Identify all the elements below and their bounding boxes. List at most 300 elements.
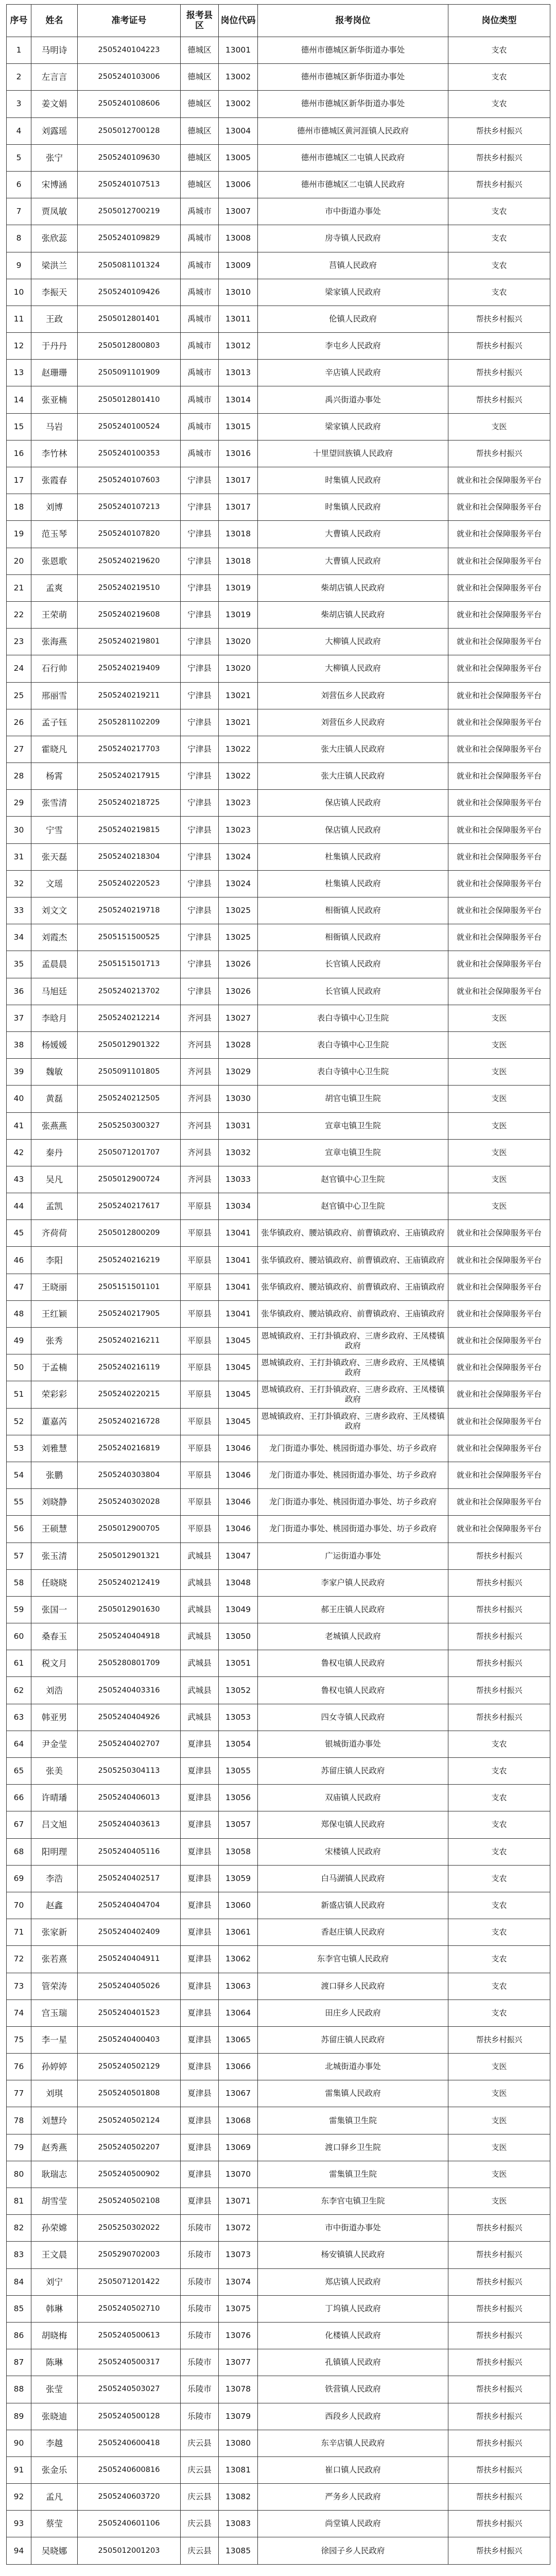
cell-code: 13059 xyxy=(219,1865,258,1892)
cell-code: 13077 xyxy=(219,2349,258,2376)
cell-index: 68 xyxy=(7,1838,31,1865)
cell-index: 57 xyxy=(7,1543,31,1569)
cell-type: 支医 xyxy=(448,2080,550,2107)
cell-type: 就业和社会保障服务平台 xyxy=(448,817,550,843)
cell-county: 平原县 xyxy=(181,1354,219,1381)
cell-name: 宁雪 xyxy=(31,817,78,843)
cell-type: 帮扶乡村振兴 xyxy=(448,2537,550,2564)
cell-code: 13062 xyxy=(219,1946,258,1973)
cell-index: 86 xyxy=(7,2322,31,2349)
cell-name: 范玉琴 xyxy=(31,521,78,548)
cell-position: 北城街道办事处 xyxy=(258,2054,448,2080)
table-row xyxy=(7,2484,550,2511)
cell-code: 13048 xyxy=(219,1569,258,1596)
cell-name: 刘文文 xyxy=(31,897,78,924)
cell-index: 1 xyxy=(7,37,31,64)
cell-code: 13009 xyxy=(219,252,258,279)
cell-index: 50 xyxy=(7,1354,31,1381)
cell-county: 宁津县 xyxy=(181,574,219,601)
cell-type: 帮扶乡村振兴 xyxy=(448,333,550,360)
cell-position: 张华镇政府、腰站镇政府、前曹镇政府、王庙镇政府 xyxy=(258,1274,448,1300)
cell-code: 13045 xyxy=(219,1354,258,1381)
cell-position: 柴胡店镇人民政府 xyxy=(258,574,448,601)
cell-index: 10 xyxy=(7,279,31,306)
cell-position: 赵官镇中心卫生院 xyxy=(258,1193,448,1220)
table-row xyxy=(7,1946,550,1973)
cell-county: 宁津县 xyxy=(181,467,219,494)
cell-code: 13001 xyxy=(219,37,258,64)
table-row xyxy=(7,1086,550,1112)
cell-index: 46 xyxy=(7,1247,31,1274)
cell-code: 13068 xyxy=(219,2107,258,2134)
cell-county: 德城区 xyxy=(181,64,219,91)
cell-index: 8 xyxy=(7,225,31,252)
cell-index: 83 xyxy=(7,2242,31,2268)
cell-position: 苏留庄镇人民政府 xyxy=(258,2026,448,2053)
cell-type: 帮扶乡村振兴 xyxy=(448,360,550,386)
cell-type: 就业和社会保障服务平台 xyxy=(448,1300,550,1327)
cell-position: 白马湖镇人民政府 xyxy=(258,1865,448,1892)
cell-code: 13079 xyxy=(219,2403,258,2430)
cell-position: 新盛店镇人民政府 xyxy=(258,1892,448,1919)
cell-type: 支医 xyxy=(448,2134,550,2161)
table-row xyxy=(7,2403,550,2430)
cell-code: 13046 xyxy=(219,1462,258,1488)
cell-name: 韩亚男 xyxy=(31,1704,78,1731)
cell-code: 13031 xyxy=(219,1112,258,1139)
cell-county: 禹城市 xyxy=(181,360,219,386)
cell-position: 东李官屯镇卫生院 xyxy=(258,2188,448,2215)
cell-name: 刘晓静 xyxy=(31,1489,78,1516)
cell-index: 48 xyxy=(7,1300,31,1327)
table-row xyxy=(7,1274,550,1300)
cell-name: 文瑶 xyxy=(31,870,78,897)
cell-county: 武城县 xyxy=(181,1543,219,1569)
cell-name: 吴晓娜 xyxy=(31,2537,78,2564)
cell-name: 齐荷荷 xyxy=(31,1220,78,1247)
cell-index: 29 xyxy=(7,790,31,817)
table-row xyxy=(7,2322,550,2349)
table-row xyxy=(7,924,550,951)
cell-county: 夏津县 xyxy=(181,1973,219,1999)
cell-position: 东李官屯镇人民政府 xyxy=(258,1946,448,1973)
cell-county: 庆云县 xyxy=(181,2456,219,2483)
table-row xyxy=(7,2107,550,2134)
cell-index: 67 xyxy=(7,1811,31,1838)
cell-county: 庆云县 xyxy=(181,2430,219,2456)
table-row xyxy=(7,1704,550,1731)
table-row xyxy=(7,1435,550,1462)
table-row xyxy=(7,360,550,386)
cell-ticket: 2505240220523 xyxy=(78,870,181,897)
cell-position: 恩城镇政府、王打卦镇政府、三唐乡政府、王凤楼镇政府 xyxy=(258,1354,448,1381)
cell-ticket: 2505240107213 xyxy=(78,494,181,521)
cell-ticket: 2505240405026 xyxy=(78,1973,181,1999)
cell-ticket: 2505240212214 xyxy=(78,1005,181,1031)
cell-position: 相衙镇人民政府 xyxy=(258,924,448,951)
cell-index: 18 xyxy=(7,494,31,521)
cell-position: 双庙镇人民政府 xyxy=(258,1785,448,1811)
cell-code: 13016 xyxy=(219,440,258,467)
cell-code: 13041 xyxy=(219,1300,258,1327)
cell-code: 13046 xyxy=(219,1489,258,1516)
cell-code: 13032 xyxy=(219,1139,258,1166)
cell-position: 张华镇政府、腰站镇政府、前曹镇政府、王庙镇政府 xyxy=(258,1300,448,1327)
cell-index: 60 xyxy=(7,1623,31,1650)
cell-name: 孟凡 xyxy=(31,2484,78,2511)
cell-county: 平原县 xyxy=(181,1381,219,1408)
cell-position: 德州市德城区二屯镇人民政府 xyxy=(258,171,448,198)
table-row xyxy=(7,1139,550,1166)
cell-code: 13004 xyxy=(219,117,258,144)
cell-code: 13063 xyxy=(219,1973,258,1999)
cell-position: 张大庄镇人民政府 xyxy=(258,736,448,762)
cell-type: 帮扶乡村振兴 xyxy=(448,1677,550,1704)
cell-position: 长官镇人民政府 xyxy=(258,951,448,978)
cell-county: 庆云县 xyxy=(181,2484,219,2511)
cell-ticket: 2505240220215 xyxy=(78,1381,181,1408)
table-row xyxy=(7,1516,550,1543)
table-row xyxy=(7,2134,550,2161)
cell-type: 就业和社会保障服务平台 xyxy=(448,1220,550,1247)
cell-code: 13081 xyxy=(219,2456,258,2483)
cell-name: 邢丽雪 xyxy=(31,682,78,709)
cell-name: 刘琪 xyxy=(31,2080,78,2107)
cell-code: 13011 xyxy=(219,306,258,332)
cell-type: 支农 xyxy=(448,198,550,225)
cell-position: 德州市德城区新华街道办事处 xyxy=(258,37,448,64)
cell-type: 就业和社会保障服务平台 xyxy=(448,548,550,574)
cell-position: 表白寺镇中心卫生院 xyxy=(258,1059,448,1086)
cell-index: 59 xyxy=(7,1596,31,1623)
header-position: 报考岗位 xyxy=(258,5,448,37)
cell-index: 19 xyxy=(7,521,31,548)
cell-type: 就业和社会保障服务平台 xyxy=(448,574,550,601)
cell-type: 就业和社会保障服务平台 xyxy=(448,629,550,655)
table-row xyxy=(7,1892,550,1919)
cell-ticket: 2505250302022 xyxy=(78,2215,181,2242)
cell-type: 就业和社会保障服务平台 xyxy=(448,601,550,628)
cell-code: 13002 xyxy=(219,91,258,117)
cell-type: 支医 xyxy=(448,1059,550,1086)
cell-code: 13055 xyxy=(219,1758,258,1785)
table-row xyxy=(7,1758,550,1785)
cell-name: 于丹丹 xyxy=(31,333,78,360)
cell-type: 就业和社会保障服务平台 xyxy=(448,790,550,817)
cell-ticket: 2505240109426 xyxy=(78,279,181,306)
cell-index: 3 xyxy=(7,91,31,117)
cell-position: 相衙镇人民政府 xyxy=(258,897,448,924)
cell-index: 5 xyxy=(7,144,31,171)
cell-ticket: 2505240100353 xyxy=(78,440,181,467)
cell-county: 武城县 xyxy=(181,1650,219,1677)
cell-code: 13085 xyxy=(219,2537,258,2564)
cell-ticket: 2505240502124 xyxy=(78,2107,181,2134)
cell-code: 13017 xyxy=(219,494,258,521)
cell-index: 16 xyxy=(7,440,31,467)
cell-county: 禹城市 xyxy=(181,225,219,252)
cell-index: 51 xyxy=(7,1381,31,1408)
cell-name: 左言言 xyxy=(31,64,78,91)
cell-county: 平原县 xyxy=(181,1489,219,1516)
cell-ticket: 2505250304113 xyxy=(78,1758,181,1785)
cell-position: 东辛店镇人民政府 xyxy=(258,2430,448,2456)
cell-ticket: 2505240404918 xyxy=(78,1623,181,1650)
cell-position: 时集镇人民政府 xyxy=(258,494,448,521)
cell-code: 13014 xyxy=(219,386,258,413)
cell-type: 支农 xyxy=(448,1758,550,1785)
cell-county: 禹城市 xyxy=(181,252,219,279)
cell-code: 13017 xyxy=(219,467,258,494)
cell-position: 宣章屯镇卫生院 xyxy=(258,1139,448,1166)
cell-position: 张大庄镇人民政府 xyxy=(258,763,448,790)
cell-position: 德州市德城区新华街道办事处 xyxy=(258,91,448,117)
cell-type: 帮扶乡村振兴 xyxy=(448,1623,550,1650)
table-row xyxy=(7,1785,550,1811)
cell-type: 支医 xyxy=(448,2188,550,2215)
cell-index: 2 xyxy=(7,64,31,91)
table-row xyxy=(7,279,550,306)
cell-position: 香赵庄镇人民政府 xyxy=(258,1919,448,1946)
cell-index: 43 xyxy=(7,1166,31,1193)
cell-position: 鲁权屯镇人民政府 xyxy=(258,1677,448,1704)
cell-type: 帮扶乡村振兴 xyxy=(448,2403,550,2430)
cell-type: 支农 xyxy=(448,252,550,279)
cell-type: 帮扶乡村振兴 xyxy=(448,1543,550,1569)
cell-county: 乐陵市 xyxy=(181,2242,219,2268)
cell-county: 德城区 xyxy=(181,117,219,144)
cell-position: 大柳镇人民政府 xyxy=(258,629,448,655)
cell-type: 支农 xyxy=(448,1785,550,1811)
cell-index: 26 xyxy=(7,709,31,736)
cell-position: 银城街道办事处 xyxy=(258,1731,448,1757)
cell-position: 龙门街道办事处、桃园街道办事处、坊子乡政府 xyxy=(258,1516,448,1543)
cell-name: 赵珊珊 xyxy=(31,360,78,386)
cell-type: 支医 xyxy=(448,1193,550,1220)
cell-county: 武城县 xyxy=(181,1704,219,1731)
table-row xyxy=(7,1596,550,1623)
cell-type: 支农 xyxy=(448,1973,550,1999)
cell-county: 平原县 xyxy=(181,1408,219,1435)
cell-county: 禹城市 xyxy=(181,333,219,360)
cell-county: 夏津县 xyxy=(181,1785,219,1811)
cell-name: 吕文旭 xyxy=(31,1811,78,1838)
cell-position: 孔镇镇人民政府 xyxy=(258,2349,448,2376)
cell-type: 就业和社会保障服务平台 xyxy=(448,709,550,736)
cell-county: 宁津县 xyxy=(181,709,219,736)
cell-position: 恩城镇政府、王打卦镇政府、三唐乡政府、王凤楼镇政府 xyxy=(258,1381,448,1408)
cell-name: 霍晓凡 xyxy=(31,736,78,762)
cell-type: 支农 xyxy=(448,1811,550,1838)
table-row xyxy=(7,1328,550,1354)
cell-type: 就业和社会保障服务平台 xyxy=(448,1328,550,1354)
cell-county: 德城区 xyxy=(181,171,219,198)
cell-name: 李一星 xyxy=(31,2026,78,2053)
cell-name: 孟子钰 xyxy=(31,709,78,736)
cell-code: 13057 xyxy=(219,1811,258,1838)
cell-name: 管荣涛 xyxy=(31,1973,78,1999)
cell-county: 夏津县 xyxy=(181,2080,219,2107)
table-row xyxy=(7,978,550,1005)
cell-index: 65 xyxy=(7,1758,31,1785)
cell-name: 杨霄 xyxy=(31,763,78,790)
cell-code: 13066 xyxy=(219,2054,258,2080)
table-row xyxy=(7,1166,550,1193)
cell-type: 帮扶乡村振兴 xyxy=(448,144,550,171)
cell-type: 支农 xyxy=(448,1838,550,1865)
cell-index: 21 xyxy=(7,574,31,601)
cell-name: 张海燕 xyxy=(31,629,78,655)
cell-county: 禹城市 xyxy=(181,386,219,413)
cell-ticket: 2505240217703 xyxy=(78,736,181,762)
cell-name: 于孟楠 xyxy=(31,1354,78,1381)
cell-type: 就业和社会保障服务平台 xyxy=(448,978,550,1005)
cell-county: 平原县 xyxy=(181,1516,219,1543)
cell-index: 39 xyxy=(7,1059,31,1086)
cell-index: 45 xyxy=(7,1220,31,1247)
cell-index: 66 xyxy=(7,1785,31,1811)
cell-ticket: 2505012700128 xyxy=(78,117,181,144)
cell-index: 80 xyxy=(7,2161,31,2188)
cell-type: 支医 xyxy=(448,2054,550,2080)
cell-code: 13067 xyxy=(219,2080,258,2107)
cell-position: 时集镇人民政府 xyxy=(258,467,448,494)
table-row xyxy=(7,951,550,978)
cell-index: 63 xyxy=(7,1704,31,1731)
cell-type: 帮扶乡村振兴 xyxy=(448,2215,550,2242)
cell-code: 13023 xyxy=(219,817,258,843)
cell-ticket: 2505240107603 xyxy=(78,467,181,494)
cell-code: 13041 xyxy=(219,1274,258,1300)
cell-position: 杜集镇人民政府 xyxy=(258,843,448,870)
table-row xyxy=(7,1489,550,1516)
table-row xyxy=(7,494,550,521)
cell-ticket: 2505240500128 xyxy=(78,2403,181,2430)
cell-ticket: 2505240502129 xyxy=(78,2054,181,2080)
cell-name: 尹金莹 xyxy=(31,1731,78,1757)
cell-code: 13007 xyxy=(219,198,258,225)
cell-index: 58 xyxy=(7,1569,31,1596)
cell-ticket: 2505012801401 xyxy=(78,306,181,332)
cell-ticket: 2505240217915 xyxy=(78,763,181,790)
table-row xyxy=(7,2537,550,2564)
cell-code: 13033 xyxy=(219,1166,258,1193)
cell-index: 7 xyxy=(7,198,31,225)
cell-ticket: 2505240402517 xyxy=(78,1865,181,1892)
cell-position: 郝王庄镇人民政府 xyxy=(258,1596,448,1623)
cell-county: 平原县 xyxy=(181,1193,219,1220)
table-row xyxy=(7,413,550,440)
table-row xyxy=(7,1731,550,1757)
table-row xyxy=(7,2188,550,2215)
cell-type: 就业和社会保障服务平台 xyxy=(448,1435,550,1462)
cell-index: 52 xyxy=(7,1408,31,1435)
cell-name: 张美 xyxy=(31,1758,78,1785)
cell-position: 郑店镇人民政府 xyxy=(258,2268,448,2295)
cell-ticket: 2505240402409 xyxy=(78,1919,181,1946)
cell-index: 81 xyxy=(7,2188,31,2215)
cell-name: 阳明理 xyxy=(31,1838,78,1865)
cell-position: 德州市德城区黄河涯镇人民政府 xyxy=(258,117,448,144)
cell-ticket: 2505240502207 xyxy=(78,2134,181,2161)
cell-position: 大曹镇人民政府 xyxy=(258,548,448,574)
cell-ticket: 2505012901322 xyxy=(78,1031,181,1058)
table-row xyxy=(7,1919,550,1946)
cell-code: 13025 xyxy=(219,897,258,924)
cell-name: 刘浩 xyxy=(31,1677,78,1704)
cell-code: 13025 xyxy=(219,924,258,951)
cell-code: 13069 xyxy=(219,2134,258,2161)
cell-name: 张亚楠 xyxy=(31,386,78,413)
cell-ticket: 2505240405116 xyxy=(78,1838,181,1865)
cell-ticket: 2505240219608 xyxy=(78,601,181,628)
cell-type: 帮扶乡村振兴 xyxy=(448,117,550,144)
cell-code: 13008 xyxy=(219,225,258,252)
cell-ticket: 2505240216211 xyxy=(78,1328,181,1354)
cell-code: 13052 xyxy=(219,1677,258,1704)
cell-index: 61 xyxy=(7,1650,31,1677)
cell-type: 帮扶乡村振兴 xyxy=(448,2456,550,2483)
cell-index: 34 xyxy=(7,924,31,951)
cell-position: 保店镇人民政府 xyxy=(258,790,448,817)
cell-county: 武城县 xyxy=(181,1623,219,1650)
cell-name: 张晓迪 xyxy=(31,2403,78,2430)
cell-type: 支农 xyxy=(448,1946,550,1973)
cell-type: 支医 xyxy=(448,1112,550,1139)
cell-county: 宁津县 xyxy=(181,682,219,709)
cell-code: 13070 xyxy=(219,2161,258,2188)
cell-index: 70 xyxy=(7,1892,31,1919)
cell-county: 禹城市 xyxy=(181,279,219,306)
cell-code: 13056 xyxy=(219,1785,258,1811)
cell-code: 13074 xyxy=(219,2268,258,2295)
cell-ticket: 2505240501808 xyxy=(78,2080,181,2107)
cell-county: 宁津县 xyxy=(181,629,219,655)
cell-type: 支医 xyxy=(448,2107,550,2134)
cell-ticket: 2505240502108 xyxy=(78,2188,181,2215)
cell-position: 西段乡人民政府 xyxy=(258,2403,448,2430)
cell-ticket: 2505240219815 xyxy=(78,817,181,843)
cell-name: 桑春玉 xyxy=(31,1623,78,1650)
cell-code: 13064 xyxy=(219,1999,258,2026)
cell-code: 13045 xyxy=(219,1408,258,1435)
cell-name: 张玉清 xyxy=(31,1543,78,1569)
cell-name: 李阳 xyxy=(31,1247,78,1274)
cell-name: 税文月 xyxy=(31,1650,78,1677)
cell-name: 孟凯 xyxy=(31,1193,78,1220)
cell-type: 支农 xyxy=(448,1919,550,1946)
cell-type: 就业和社会保障服务平台 xyxy=(448,1462,550,1488)
cell-name: 王红颖 xyxy=(31,1300,78,1327)
cell-ticket: 2505240218304 xyxy=(78,843,181,870)
cell-ticket: 2505240404926 xyxy=(78,1704,181,1731)
table-row xyxy=(7,2242,550,2268)
cell-position: 保店镇人民政府 xyxy=(258,817,448,843)
cell-code: 13050 xyxy=(219,1623,258,1650)
cell-index: 9 xyxy=(7,252,31,279)
cell-index: 82 xyxy=(7,2215,31,2242)
table-row xyxy=(7,1543,550,1569)
table-row xyxy=(7,440,550,467)
cell-index: 30 xyxy=(7,817,31,843)
cell-name: 张天磊 xyxy=(31,843,78,870)
cell-ticket: 2505240212419 xyxy=(78,1569,181,1596)
cell-index: 37 xyxy=(7,1005,31,1031)
cell-position: 雷集镇卫生院 xyxy=(258,2161,448,2188)
cell-county: 武城县 xyxy=(181,1569,219,1596)
cell-name: 贾凤敏 xyxy=(31,198,78,225)
cell-position: 刘营伍乡人民政府 xyxy=(258,709,448,736)
